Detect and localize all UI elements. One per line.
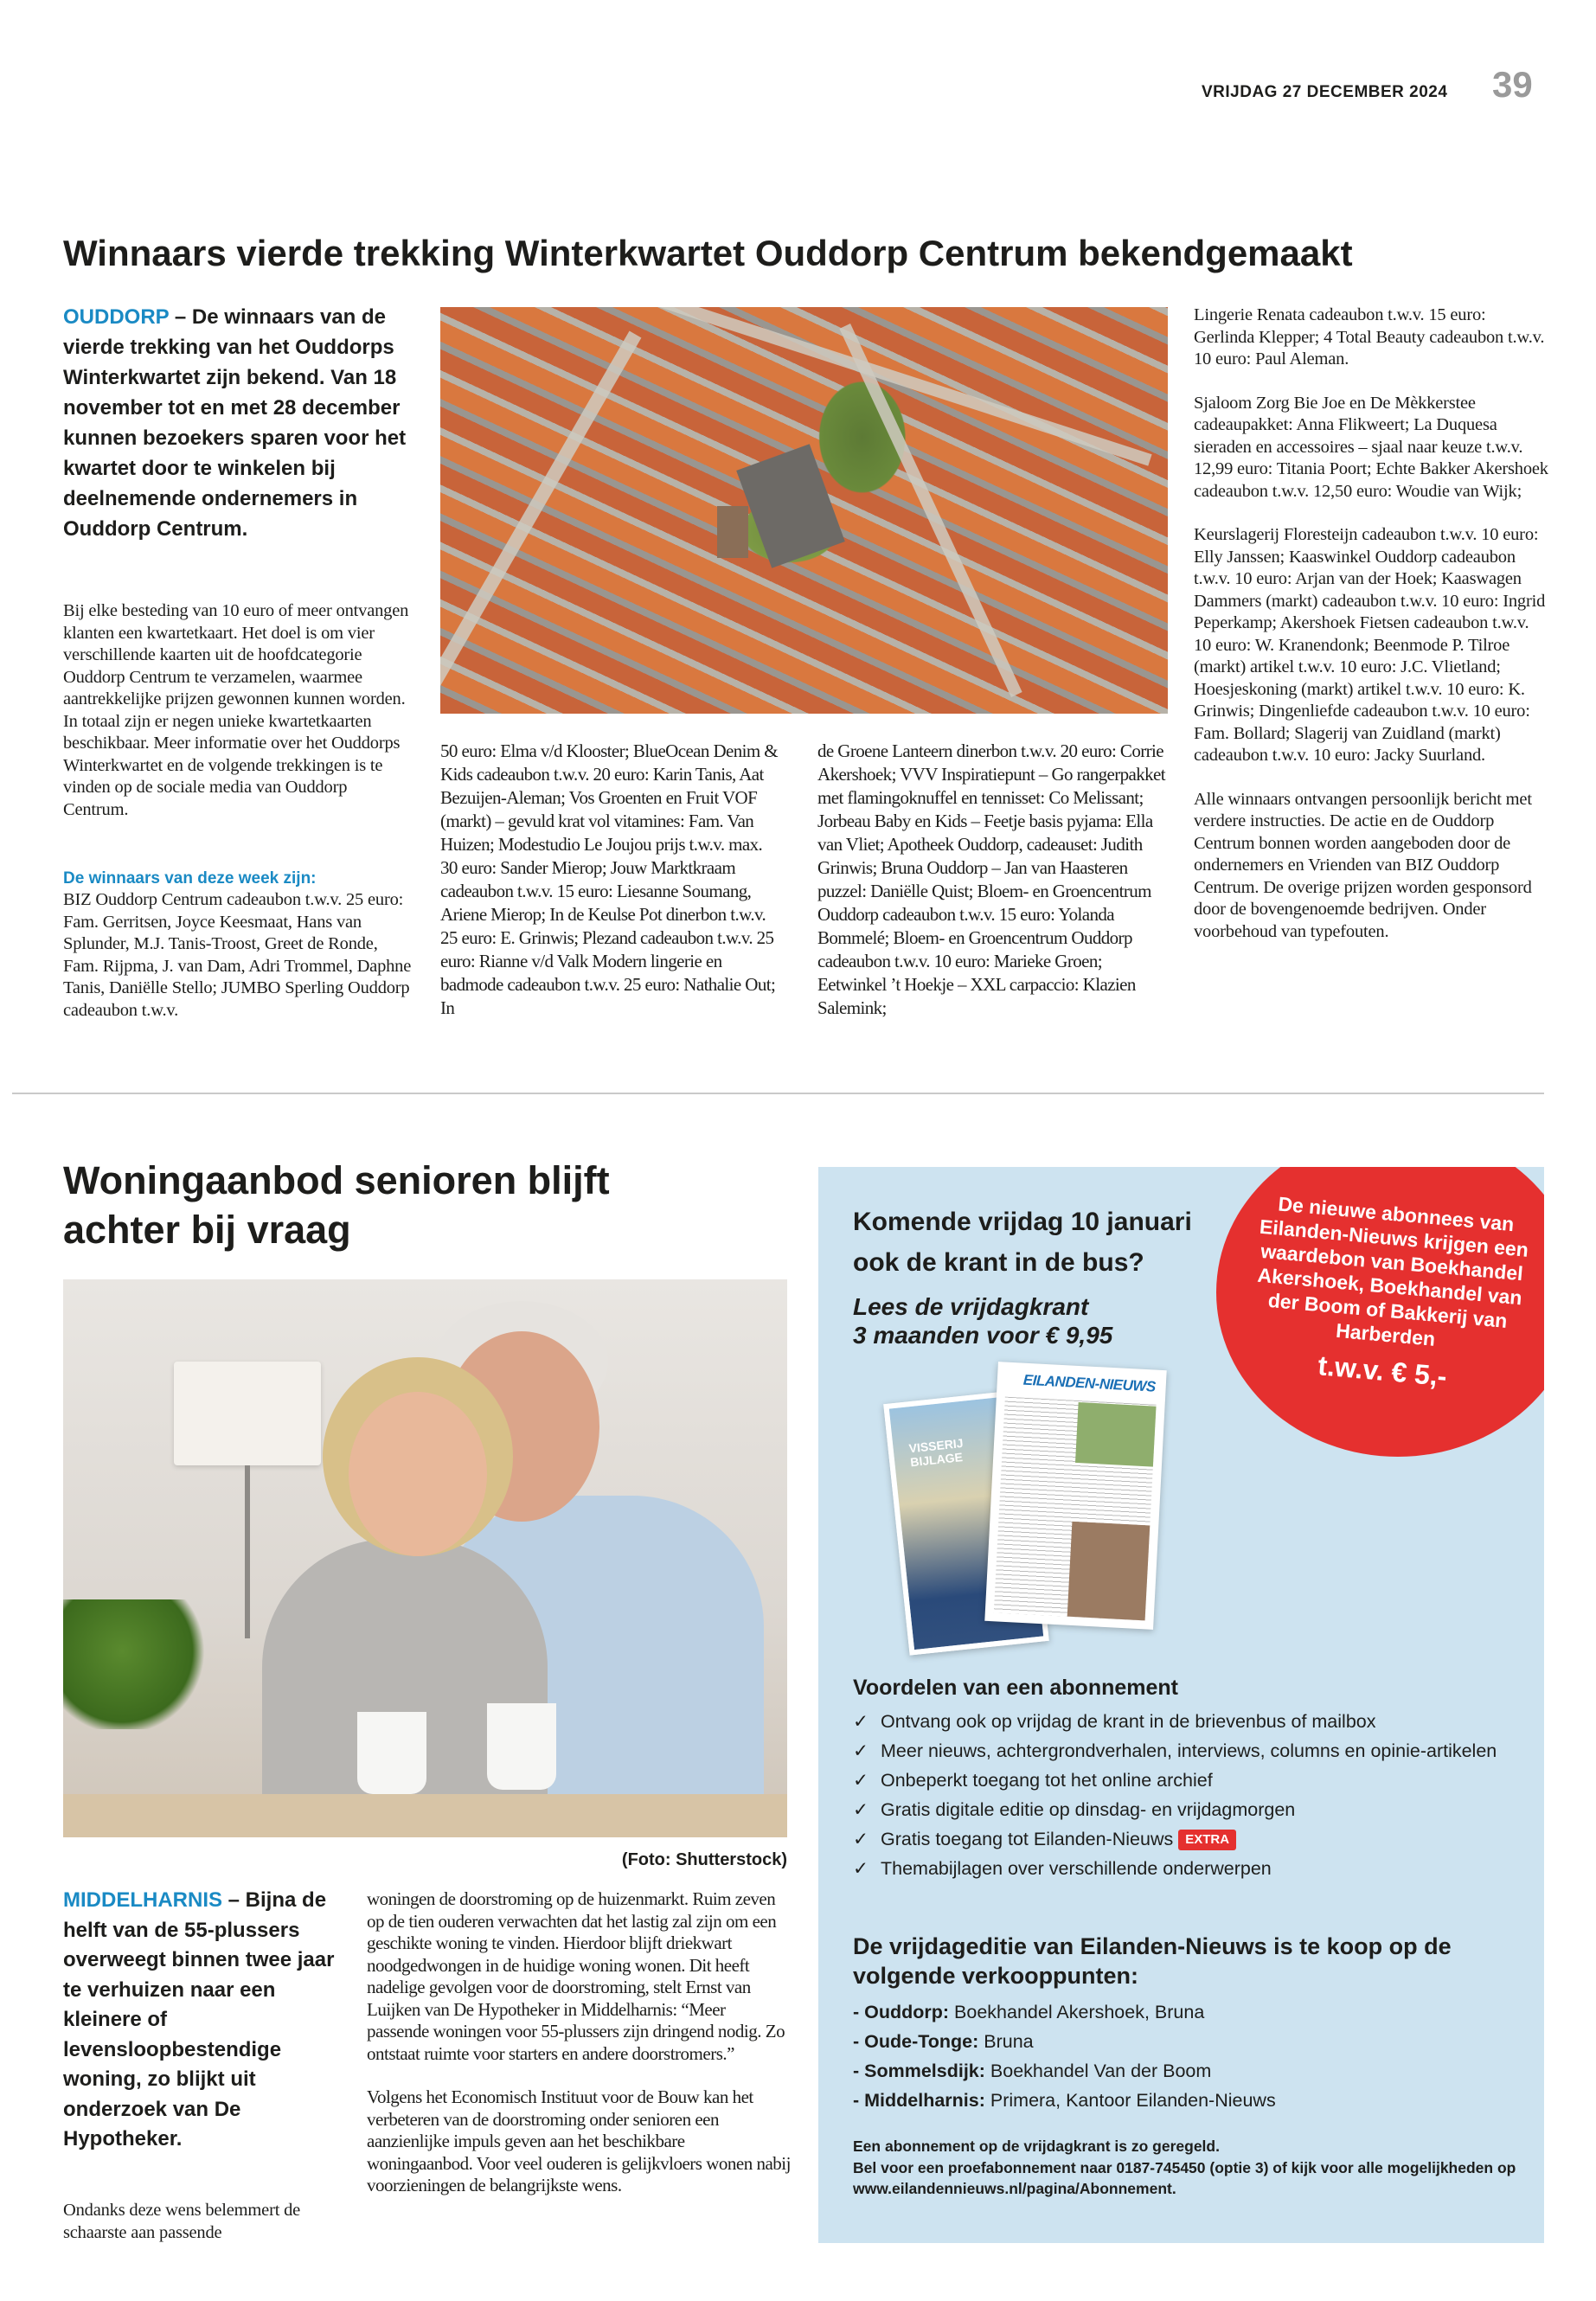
sale-point — [853, 1997, 1276, 2027]
article-body-column — [367, 1888, 791, 2219]
ad-footer-line: Een abonnement op de vrijdagkrant is zo geregeld. — [853, 2138, 1220, 2155]
ad-subheadline — [853, 1292, 1112, 1349]
supplement-title: VISSERIJ BIJLAGE — [907, 1435, 965, 1470]
sale-point-shops: Primera, Kantoor Eilanden-Nieuws — [984, 2090, 1276, 2111]
lead-text: – De winnaars van de vierde trekking van het Ouddorps Winterkwartet zijn bekend. Van 18 november tot en met 28 december kunnen bezoekers sparen voor het kwartet door te winkelen bij deelnemende ondernemers in Ouddorp Centrum. — [63, 305, 407, 541]
sale-point — [853, 2086, 1276, 2115]
benefit-text: Gratis toegang tot Eilanden-Nieuws — [881, 1829, 1174, 1849]
sale-point-place: - Middelharnis: — [853, 2090, 985, 2111]
check-icon: ✓ — [853, 1740, 869, 1761]
promo-price: t.w.v. € 5,- — [1317, 1349, 1449, 1393]
benefit-item — [853, 1854, 1510, 1883]
subscription-ad — [818, 1167, 1544, 2243]
benefit-item — [853, 1707, 1510, 1736]
benefit-text: Themabijlagen over verschillende onderwerpen — [881, 1858, 1272, 1879]
benefit-item — [853, 1824, 1510, 1854]
article-title: Woningaanbod senioren blijft achter bij vraag — [63, 1158, 610, 1252]
sale-point-place: - Ouddorp: — [853, 2002, 950, 2022]
aerial-photo-ouddorp — [440, 307, 1168, 714]
article-title: Winnaars vierde trekking Winterkwartet Ouddorp Centrum bekendgemaakt — [63, 233, 1353, 273]
paragraph: woningen de doorstroming op de huizenmarkt. Ruim zeven op de tien ouderen verwachten dat het lastig zal zijn om een geschikte woning te vinden. Hierdoor blijft driekwart noodgedwongen in de huidige woning wonen. Dit heeft nadelige gevolgen voor de doorstroming, stelt Ernst van Luijken van De Hypotheker in Middelharnis: “Meer passende woningen voor 55-plussers zijn dringend nodig. Zo ontstaat ruimte voor starters en andere doorstromers.” — [367, 1888, 785, 2064]
paragraph: Alle winnaars ontvangen persoonlijk bericht met verdere instructies. De actie en de Ouddorp Centrum bonnen worden aangeboden door de ondernemers en Vrienden van BIZ Ouddorp Centrum. De overige prijzen worden gesponsord door de bovengenoemde bedrijven. Onder voorbehoud van typefouten. — [1194, 789, 1532, 941]
benefit-text: Meer nieuws, achtergrondverhalen, interviews, columns en opinie-artikelen — [881, 1740, 1497, 1761]
check-icon: ✓ — [853, 1770, 869, 1791]
ad-headline: Komende vrijdag 10 januari ook de krant in de bus? — [853, 1208, 1192, 1277]
benefit-item — [853, 1795, 1510, 1824]
ad-price-line: 3 maanden voor € 9,95 — [853, 1322, 1113, 1349]
page-number: 39 — [1492, 64, 1533, 105]
promo-text — [1234, 1189, 1543, 1396]
sale-point-place: - Sommelsdijk: — [853, 2061, 985, 2081]
section-divider — [12, 1093, 1544, 1094]
sale-point-place: - Oude-Tonge: — [853, 2031, 979, 2052]
benefit-text: Gratis digitale editie op dinsdag- en vrijdagmorgen — [881, 1799, 1296, 1820]
winners-column-4 — [1194, 304, 1548, 965]
church-roof — [736, 444, 845, 568]
sale-point — [853, 2027, 1276, 2056]
benefit-item — [853, 1766, 1510, 1795]
winners-column-3: de Groene Lanteern dinerbon t.w.v. 20 euro: Corrie Akershoek; VVV Inspiratiepunt – Go rangerpakket met flamingoknuffel en tennisset: Co Melissant; Jorbeau Baby en Kids – Feetje basis pyjama: Ella van Vliet; Apotheek Ouddorp, cadeauset: Judith Grinwis; Bruna Ouddorp – Jan van Haasteren puzzel: Daniëlle Quist; Bloem- en Groencentrum Ouddorp cadeaubon t.w.v. 15 euro: Yolanda Bommelé; Bloem- en Groencentrum Ouddorp cadeaubon t.w.v. 10 euro: Marieke Groen; Eetwinkel ’t Hoekje – XXL carpaccio: Klazien Salemink; — [817, 740, 1166, 1018]
ad-footer — [853, 2136, 1528, 2200]
lead-text: – Bijna de helft van de 55-plussers overweegt binnen twee jaar te verhuizen naar een kleinere of levensloopbestendige woning, zo blijkt uit onderzoek van De Hypotheker. — [63, 1888, 335, 2150]
dateline: OUDDORP — [63, 305, 170, 329]
issue-date: VRIJDAG 27 DECEMBER 2024 — [1202, 83, 1448, 101]
check-icon: ✓ — [853, 1799, 869, 1820]
ad-contact-info: Bel voor een proefabonnement naar 0187-745450 (optie 3) of kijk voor alle mogelijkheden op www.eilandennieuws.nl/pagina/Abonnement. — [853, 2158, 1516, 2197]
winners-column-2: 50 euro: Elma v/d Klooster; BlueOcean Denim & Kids cadeaubon t.w.v. 20 euro: Karin Tanis, Aat Bezuijen-Aleman; Vos Groenten en Fruit VOF (markt) – gevuld krat vol vitamines: Fam. Van Huizen; Modestudio Le Joujou prijs t.w.v. max. 30 euro: Sander Mierop; Jouw Marktkraam cadeaubon t.w.v. 15 euro: Liesanne Soumang, Ariene Mierop; In de Keulse Pot dinerbon t.w.v. 25 euro: E. Grinwis; Plezand cadeaubon t.w.v. 25 euro: Rianne v/d Valk Modern lingerie en badmode cadeaubon t.w.v. 25 euro: Nathalie Out; In — [440, 740, 778, 1018]
photo-caption: (Foto: Shutterstock) — [621, 1850, 787, 1869]
paragraph: Keurslagerij Floresteijn cadeaubon t.w.v. 10 euro: Elly Janssen; Kaaswinkel Ouddorp cadeaubon t.w.v. 10 euro: Arjan van der Hoek; Kaaswagen Dammers (markt) cadeaubon t.w.v. 10 euro: Ingrid Peperkamp; Akershoek Fietsen cadeaubon t.w.v. 10 euro: W. Kranendonk; Beenmode P. Tilroe (markt) artikel t.w.v. 10 euro: J.C. Vlietland; Hoesjeskoning (markt) artikel t.w.v. 10 euro: K. Grinwis; Dingenliefde cadeaubon t.w.v. 10 euro: Fam. Bollard; Slagerij van Zuidland (markt) cadeaubon t.w.v. 10 euro: Jacky Suurland. — [1194, 525, 1546, 765]
check-icon: ✓ — [853, 1858, 869, 1879]
sale-point-shops: Boekhandel Van der Boom — [984, 2061, 1212, 2081]
benefits-title: Voordelen van een abonnement — [853, 1676, 1179, 1700]
winners-block — [63, 868, 413, 1022]
extra-badge: EXTRA — [1178, 1830, 1236, 1850]
winners-text: BIZ Ouddorp Centrum cadeaubon t.w.v. 25 euro: Fam. Gerritsen, Joyce Keesmaat, Hans van Splunder, M.J. Tanis-Troost, Greet de Ronde, Fam. Rijpma, J. van Dam, Adri Trommel, Daphne Tanis, Daniëlle Stello; JUMBO Sperling Ouddorp cadeaubon t.w.v. — [63, 890, 412, 1020]
dateline: MIDDELHARNIS — [63, 1888, 222, 1912]
benefit-item — [853, 1736, 1510, 1766]
check-icon: ✓ — [853, 1711, 869, 1732]
benefits-list — [853, 1707, 1510, 1883]
check-icon: ✓ — [853, 1829, 869, 1849]
sale-point-shops: Boekhandel Akershoek, Bruna — [949, 2002, 1205, 2022]
paragraph: Lingerie Renata cadeaubon t.w.v. 15 euro: Gerlinda Klepper; 4 Total Beauty cadeaubon t.w.v. 10 euro: Paul Aleman. — [1194, 305, 1545, 369]
article-lead — [63, 1886, 353, 2155]
sale-points-list — [853, 1997, 1276, 2115]
promo-voucher-text: De nieuwe abonnees van Eilanden-Nieuws krijgen een waardebon van Boekhandel Akershoek, Boekhandel van der Boom of Bakkerij van Harberden — [1256, 1192, 1529, 1350]
seniors-photo — [63, 1279, 787, 1837]
ad-subheadline-line: Lees de vrijdagkrant — [853, 1293, 1089, 1320]
paragraph: Sjaloom Zorg Bie Joe en De Mèkkerstee cadeaupakket: Anna Flikweert; La Duquesa sieraden en accessoires – sjaal naar keuze t.w.v. 12,99 euro: Titania Poort; Echte Bakker Akershoek cadeaubon t.w.v. 12,50 euro: Woudie van Wijk; — [1194, 393, 1548, 501]
newspaper-masthead: EILANDEN-NIEUWS — [1022, 1371, 1157, 1395]
article-intro: Bij elke besteding van 10 euro of meer ontvangen klanten een kwartetkaart. Het doel is om vier verschillende kaarten uit de hoofdcategorie Ouddorp Centrum te verzamelen, waarmee aantrekkelijke prijzen gewonnen kunnen worden. In totaal zijn er negen unieke kwartetkaarten beschikbaar. Meer informatie over het Ouddorps Winterkwartet en de volgende trekkingen is te vinden op de sociale media van Ouddorp Centrum. — [63, 601, 409, 819]
benefit-text: Onbeperkt toegang tot het online archief — [881, 1770, 1213, 1791]
church-tower — [717, 506, 748, 558]
benefit-text: Ontvang ook op vrijdag de krant in de brievenbus of mailbox — [881, 1711, 1376, 1732]
paragraph: Volgens het Economisch Instituut voor de Bouw kan het verbeteren van de doorstroming onder senioren een aanzienlijke impuls geven aan het beschikbare woningaanbod. Voor veel ouderen is gelijkvloers wonen nabij voorzieningen de belangrijkste wens. — [367, 2086, 791, 2195]
winners-heading: De winnaars van deze week zijn: — [63, 869, 317, 888]
sale-point-shops: Bruna — [978, 2031, 1034, 2052]
article-body: Ondanks deze wens belemmert de schaarste aan passende — [63, 2201, 301, 2242]
sale-points-title: De vrijdageditie van Eilanden-Nieuws is te koop op de volgende verkooppunten: — [853, 1933, 1452, 1989]
sale-point — [853, 2056, 1276, 2086]
article-lead — [63, 302, 418, 544]
newspaper-cover-image — [984, 1362, 1166, 1630]
